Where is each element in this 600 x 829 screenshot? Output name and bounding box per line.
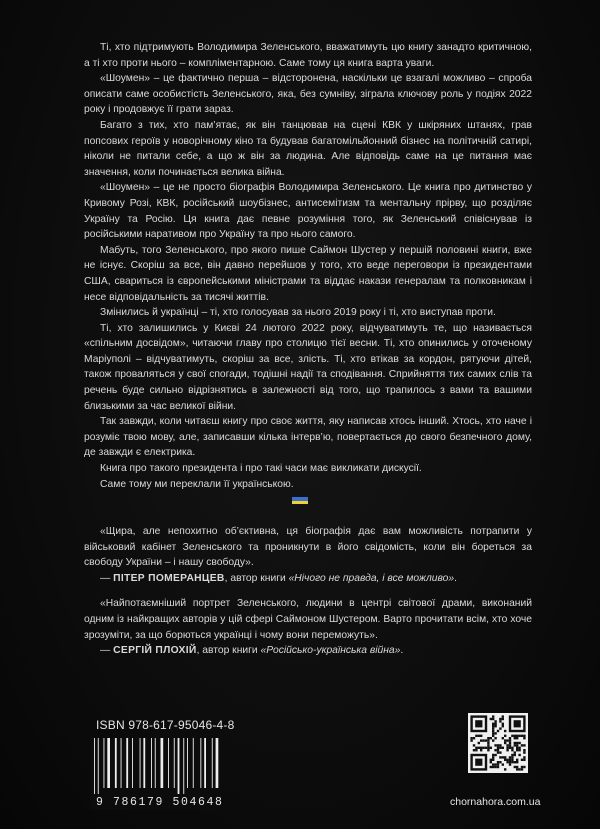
attribution-book: «Нічого не правда, і все можливо» (288, 572, 455, 584)
blurb-paragraph: «Шоумен» – це фактично перша – відсторонена, наскільки це взагалі можливо – спроба описати саме особистість Зеленського, яка, без сумніву, зіграла ключову роль у подіях 2022 року і продовжує її грати зараз. (84, 73, 532, 116)
barcode-bar (174, 738, 175, 788)
barcode-number: 9 786179 504648 (96, 796, 224, 809)
quote-text: «Найпотаємніший портрет Зеленського, людини в центрі світової драми, виконаний одним із найкращих авторів у цій сфері Саймоном Шустером. Варто прочитати всім, хто хоче зрозуміти, за що борються українці і чому вони переможуть». (84, 598, 532, 641)
publisher-website: chornahora.com.ua (450, 796, 541, 808)
barcode-bar (104, 738, 105, 788)
barcode-bar (187, 738, 188, 788)
barcode-bar (178, 738, 180, 794)
attribution-author: ПІТЕР ПОМЕРАНЦЕВ (113, 572, 225, 584)
barcode-bar (132, 738, 133, 788)
attribution-end: . (400, 645, 404, 657)
blurb-paragraph: Книга про такого президента і про такі часи має викликати дискусії. (100, 463, 422, 475)
attribution-dash: — (100, 572, 111, 584)
barcode-bar (151, 738, 152, 788)
barcode-bar (94, 738, 95, 794)
blurb-paragraph: Ті, хто залишились у Києві 24 лютого 2022 року, відчуватимуть те, що називається «спільним досвідом», читаючи главу про столицю тієї весни. Ті, хто опинились у оточеному Маріуполі – відчуватимуть, скоріш за все, злість. Ті, хто втікав за кордон, рятуючи дітей, також провалятьcя у свої спогади, тодішні надії та сподівання. Сприйняття тих самих слів та речень буде сильно відрізнятись в залежності від того, що трапилось з вами та вашими близькими за час великої війни. (84, 322, 532, 412)
attribution-author: СЕРГІЙ ПЛОХІЙ (113, 645, 197, 657)
barcode-bar (140, 738, 141, 788)
barcode-bar (183, 738, 184, 794)
quote-attribution (100, 571, 532, 587)
barcode-bar (121, 738, 122, 788)
barcode-bar (161, 738, 164, 788)
isbn-label: ISBN 978-617-95046-4-8 (96, 718, 235, 732)
blurb-paragraph: Змінились й українці – ті, хто голосував за нього 2019 року і ті, хто виступав проти. (100, 307, 496, 319)
barcode-bar (126, 738, 128, 788)
barcode-bar (212, 738, 213, 788)
attribution-suffix: , автор книги (196, 645, 261, 657)
barcode-bars (90, 738, 222, 794)
attribution-suffix: , автор книги (224, 572, 289, 584)
barcode-bar (107, 738, 110, 788)
barcode-bar (143, 738, 145, 788)
barcode-bar (155, 738, 156, 788)
blurb-paragraph: Ті, хто підтримують Володимира Зеленського, вважатимуть цю книгу занадто критичною, а ті хто проти нього – компліментарною. Саме тому ця книга варта уваги. (84, 42, 532, 69)
blurb-paragraph: Саме тому ми переклали її українською. (100, 478, 294, 490)
quote-attribution (100, 643, 532, 659)
blurb-paragraph: Багато з тих, хто пам’ятає, як він танцював на сцені КВК у шкіряних штанях, грав попсових героїв у новорічному кіно та будував багатомільйонний бізнес на політичній сатирі, ніколи не питали себе, а що ж він за людина. Але відповідь саме на це питання має значення, коли починається велика війна. (84, 119, 532, 178)
barcode-bar (98, 738, 99, 794)
flag-yellow-stripe (292, 501, 308, 505)
barcode-bar (204, 738, 206, 788)
attribution-dash: — (100, 645, 111, 657)
attribution-end: . (454, 572, 457, 584)
endorsement-quote (84, 524, 532, 586)
blurb-paragraph: Мабуть, того Зеленського, про якого пише Саймон Шустер у першій половині книги, вже не існує. Скоріш за все, він давно перейшов у того, хто веде переговори із президентами США, свариться із європейськими міністрами та віддає накази генералам та полковникам і несе відповідальність за тисячі життів. (84, 244, 532, 303)
endorsement-quote (84, 596, 532, 658)
barcode-bar (168, 738, 169, 788)
ukraine-flag-divider (292, 497, 308, 504)
barcode-bar (216, 738, 219, 788)
barcode-bar (193, 738, 194, 788)
blurb-paragraph: Так завжди, коли читаєш книгу про своє життя, яку написав хтось інший. Хтось, хто наче і розуміє твою мову, але, записавши кілька інтерв’ю, повертається до свого безпечного дому, де завжди є електрика. (84, 416, 532, 459)
endorsements (84, 524, 532, 669)
qr-code (468, 713, 528, 773)
quote-text: «Щира, але непохитно об’єктивна, ця біографія дає вам можливість потрапити у військовий кабінет Зеленського та проникнути в його свідомість, коли він бореться за свободу України – і нашу свободу». (84, 526, 532, 569)
blurb-text (84, 40, 532, 492)
barcode-bar (200, 738, 201, 788)
barcode-bar (115, 738, 117, 788)
blurb-paragraph: «Шоумен» – це не просто біографія Володимира Зеленського. Це книга про дитинство у Кривому Розі, КВК, російський шоубізнес, антисемітизм та ментальну прірву, що розділяє Україну та Росію. Ця книга дає певне розуміння того, як Зеленський співіснував із російськими наративом про Україну та про нього самого. (84, 182, 532, 241)
attribution-book: «Російсько-українська війна» (260, 645, 401, 657)
qr-code-graphic (468, 713, 528, 773)
